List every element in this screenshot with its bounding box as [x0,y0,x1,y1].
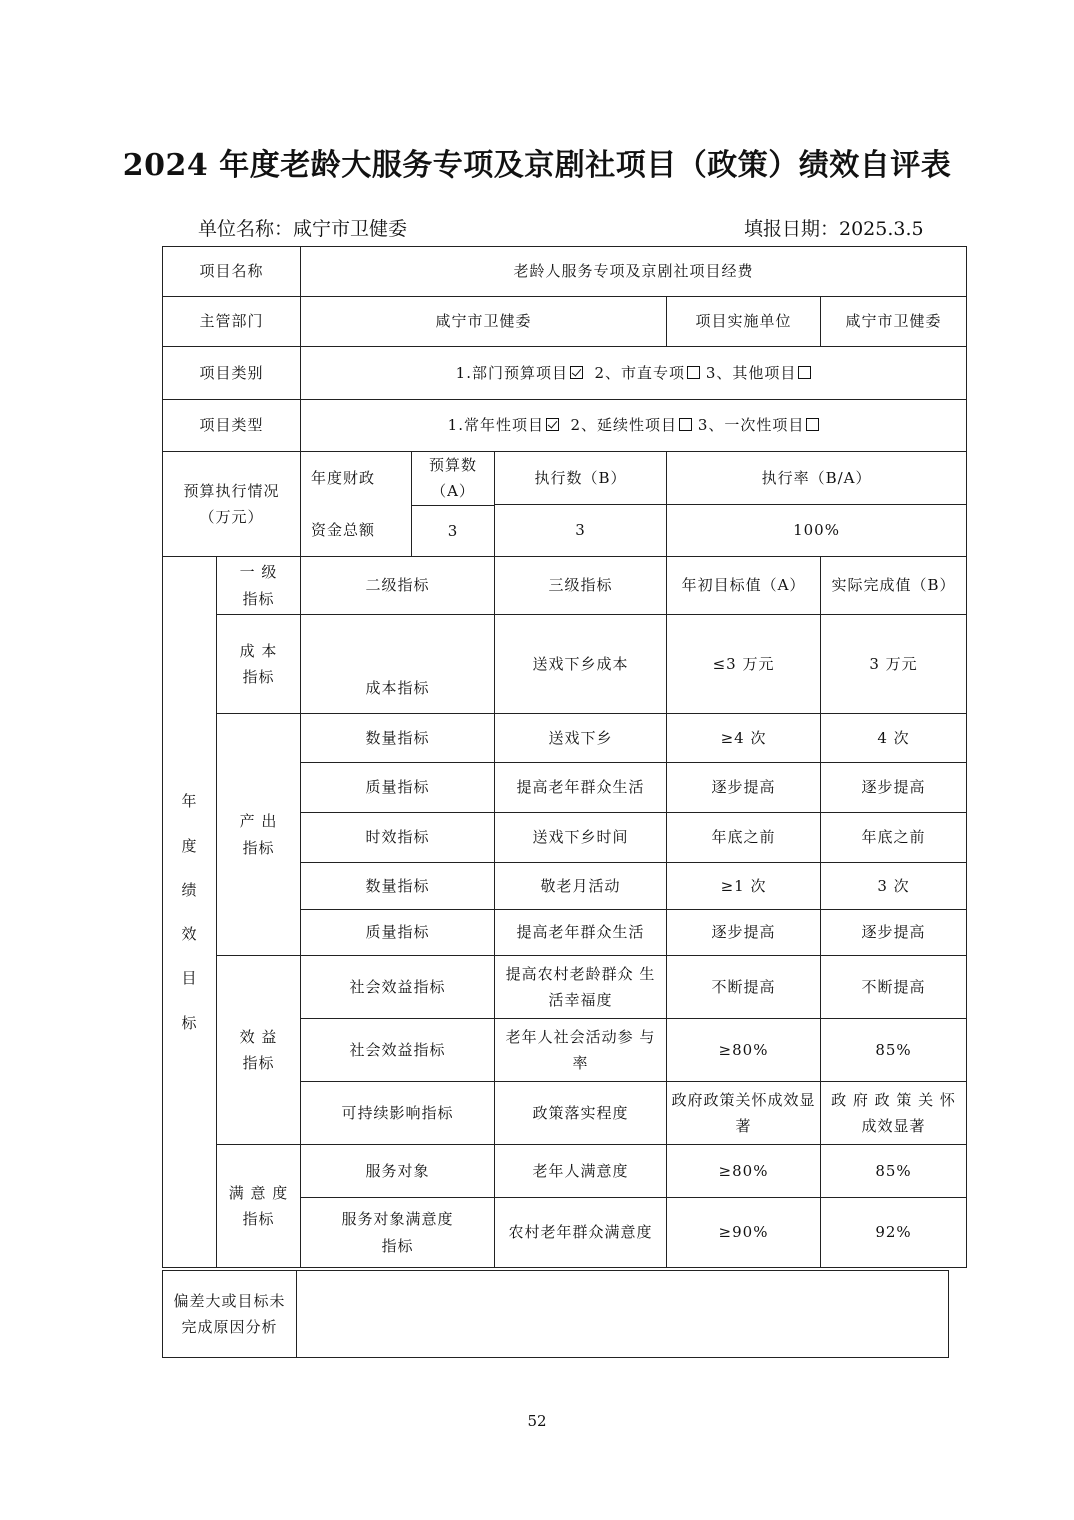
table-row [163,1145,967,1198]
type-label: 项目类型 [163,400,301,452]
checkbox-icon [806,418,819,431]
budget-col-a: 预算数（A） [412,452,494,506]
dept-value: 咸宁市卫健委 [301,297,667,347]
checked-box-icon [570,366,583,379]
table-row [163,557,967,615]
table-row [163,714,967,763]
output-level3: 送戏下乡 [495,714,667,763]
benefit-level3: 老年人社会活动参 与率 [495,1019,667,1082]
type-option-3: 3、一次性项目 [697,416,805,435]
budget-val-b: 3 [495,504,667,557]
budget-val-a: 3 [447,521,459,540]
table-row [163,400,967,452]
impl-unit-value: 咸宁市卫健委 [821,297,967,347]
cost-level2: 成本指标 [301,615,495,714]
output-level3: 送戏下乡时间 [495,813,667,863]
type-option-1: 1.常年性项目 [447,416,544,435]
checked-box-icon [546,418,559,431]
output-target: ≥4 次 [667,714,821,763]
benefit-target: 政府政策关怀成效显著 [667,1082,821,1145]
output-actual: 逐步提高 [821,763,967,813]
type-option-2: 2、延续性项目 [570,416,678,435]
table-row [163,297,967,347]
benefit-level3: 提高农村老龄群众 生活幸福度 [495,956,667,1019]
benefit-actual: 政 府 政 策 关 怀 成效显著 [821,1082,967,1145]
output-actual: 4 次 [821,714,967,763]
dept-label: 主管部门 [163,297,301,347]
benefit-level2: 社会效益指标 [301,956,495,1019]
level1-benefit: 效 益 指标 [217,956,301,1145]
reason-table [162,1270,949,1358]
output-level2: 质量指标 [301,763,495,813]
header-level1: 一 级 指标 [217,557,301,615]
budget-val-rate: 100% [667,504,967,557]
satisfaction-actual: 92% [821,1198,967,1268]
satisfaction-level3: 农村老年群众满意度 [495,1198,667,1268]
output-level2: 质量指标 [301,910,495,956]
category-option-2: 2、市直专项 [594,363,686,382]
benefit-target: 不断提高 [667,956,821,1019]
table-row [163,1271,949,1358]
cost-target: ≤3 万元 [667,615,821,714]
budget-col-b: 执行数（B） [495,452,667,505]
table-row [163,452,967,505]
output-target: 逐步提高 [667,910,821,956]
table-row [163,347,967,400]
output-actual: 年底之前 [821,813,967,863]
checkbox-icon [798,366,811,379]
reason-value [297,1271,949,1358]
page-title: 2024 年度老龄大服务专项及京剧社项目（政策）绩效自评表 [122,148,952,183]
level1-satisfaction: 满 意 度 指标 [217,1145,301,1268]
output-level2: 数量指标 [301,863,495,910]
budget-col-rate: 执行率（B/A） [667,452,967,505]
output-actual: 3 次 [821,863,967,910]
project-name-label: 项目名称 [163,247,301,297]
level1-cost: 成 本 指标 [217,615,301,714]
budget-sub-cell [301,452,495,557]
table-row [163,956,967,1019]
satisfaction-level2: 服务对象满意度指标 [301,1198,495,1268]
budget-sub-label-1: 年度财政 [311,468,376,487]
project-name-value: 老龄人服务专项及京剧社项目经费 [301,247,967,297]
satisfaction-target: ≥90% [667,1198,821,1268]
benefit-level2: 可持续影响指标 [301,1082,495,1145]
output-level2: 数量指标 [301,714,495,763]
benefit-actual: 不断提高 [821,956,967,1019]
header-actual: 实际完成值（B） [821,557,967,615]
satisfaction-level3: 老年人满意度 [495,1145,667,1198]
table-row [163,615,967,714]
performance-table [162,246,967,1268]
report-date: 填报日期：2025.3.5 [744,218,924,240]
satisfaction-actual: 85% [821,1145,967,1198]
benefit-actual: 85% [821,1019,967,1082]
output-level3: 提高老年群众生活 [495,910,667,956]
unit-name: 单位名称：咸宁市卫健委 [198,218,408,240]
category-label: 项目类别 [163,347,301,400]
output-actual: 逐步提高 [821,910,967,956]
page-number: 52 [527,1412,547,1430]
cost-level3: 送戏下乡成本 [495,615,667,714]
satisfaction-level2: 服务对象 [301,1145,495,1198]
output-target: 年底之前 [667,813,821,863]
type-options [301,400,967,452]
category-option-1: 1.部门预算项目 [455,363,568,382]
cost-actual: 3 万元 [821,615,967,714]
output-level3: 提高老年群众生活 [495,763,667,813]
header-target: 年初目标值（A） [667,557,821,615]
output-level3: 敬老月活动 [495,863,667,910]
level1-output: 产 出 指标 [217,714,301,956]
category-options [301,347,967,400]
benefit-level2: 社会效益指标 [301,1019,495,1082]
table-row [163,247,967,297]
category-option-3: 3、其他项目 [705,363,797,382]
budget-label: 预算执行情况 （万元） [163,452,301,557]
reason-label: 偏差大或目标未完成原因分析 [163,1271,297,1358]
perf-side-label: 年 度 绩 效 目 标 [163,557,217,1268]
header-level3: 三级指标 [495,557,667,615]
budget-sub-label-2: 资金总额 [311,520,376,539]
benefit-target: ≥80% [667,1019,821,1082]
header-level2: 二级指标 [301,557,495,615]
satisfaction-target: ≥80% [667,1145,821,1198]
impl-unit-label: 项目实施单位 [667,297,821,347]
output-target: ≥1 次 [667,863,821,910]
benefit-level3: 政策落实程度 [495,1082,667,1145]
output-level2: 时效指标 [301,813,495,863]
checkbox-icon [687,366,700,379]
output-target: 逐步提高 [667,763,821,813]
checkbox-icon [679,418,692,431]
